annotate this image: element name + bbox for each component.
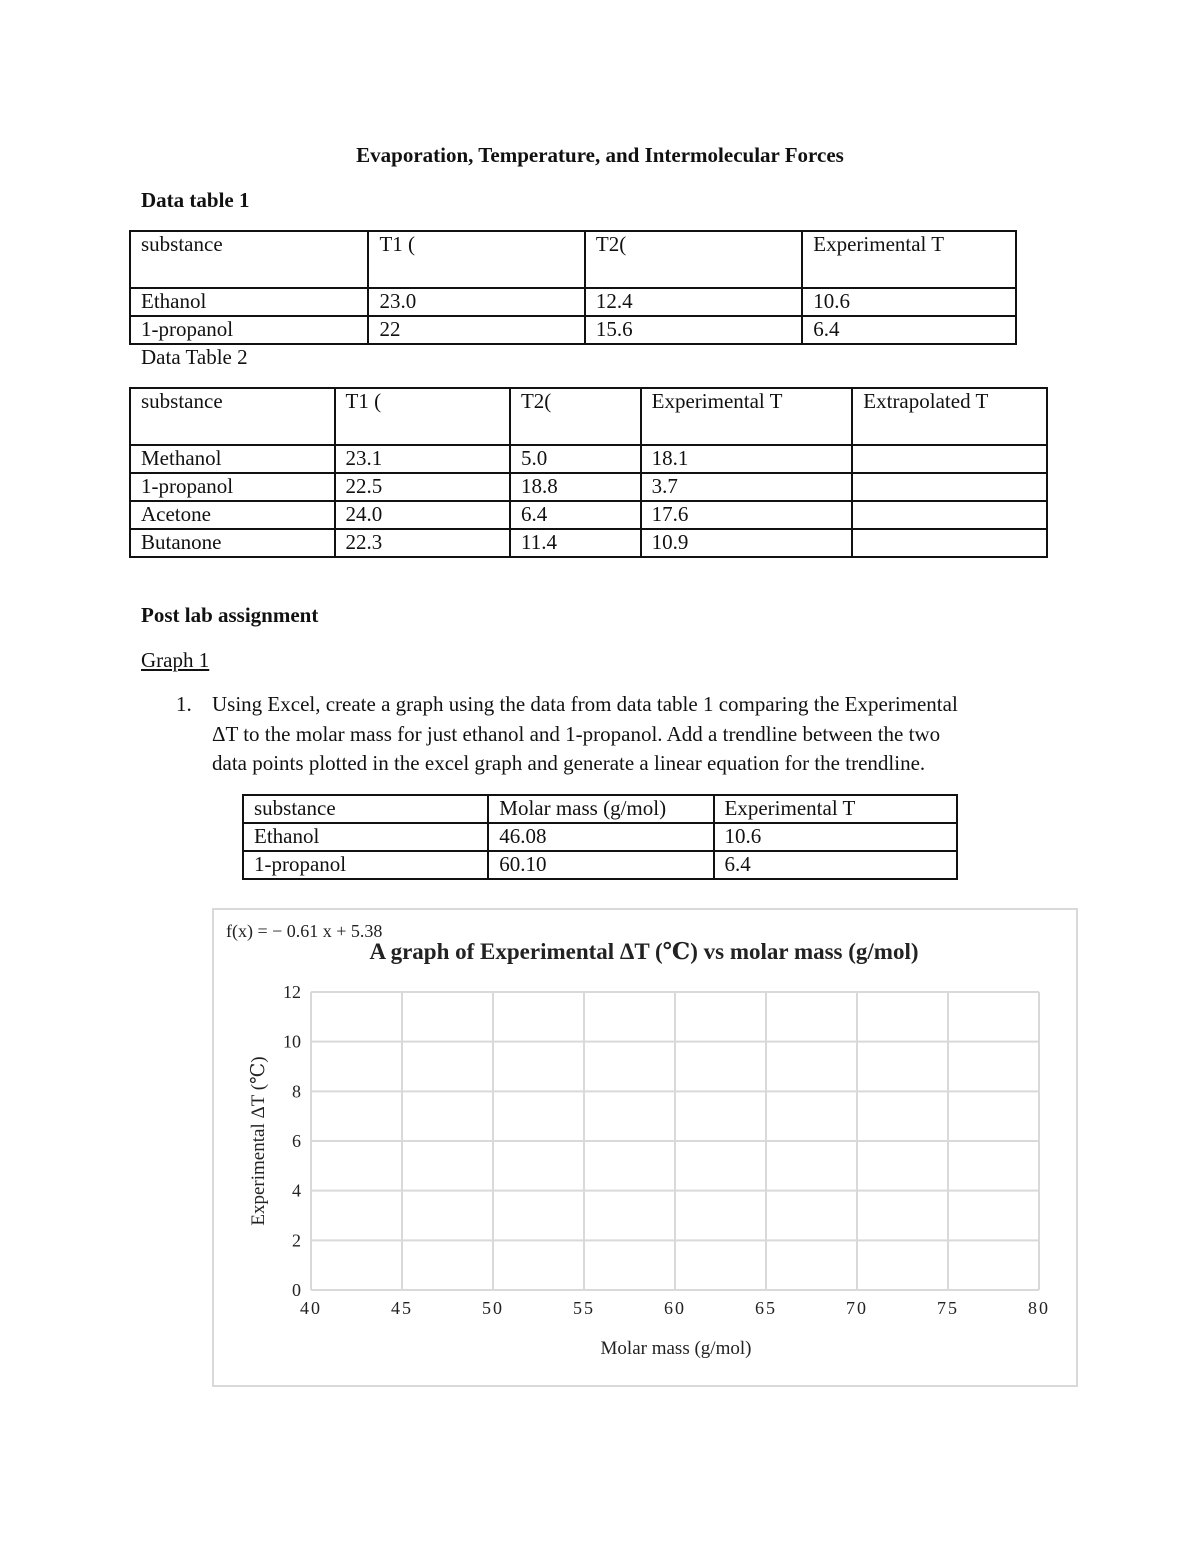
table2-cell: 18.8 xyxy=(510,473,641,501)
table1-header-cell: substance xyxy=(130,231,368,288)
table3-cell: 60.10 xyxy=(488,851,713,879)
table3-cell: 10.6 xyxy=(714,823,957,851)
table-row xyxy=(130,473,1047,501)
chart-svg xyxy=(214,910,1076,1385)
x-axis-label: Molar mass (g/mol) xyxy=(600,1338,752,1359)
table-row xyxy=(130,501,1047,529)
table3-header-cell: Experimental T xyxy=(714,795,957,823)
table-row xyxy=(243,823,957,851)
table3-cell: 46.08 xyxy=(488,823,713,851)
table-row xyxy=(130,445,1047,473)
table-row xyxy=(130,529,1047,557)
question-number: 1. xyxy=(176,692,192,716)
tick-layer xyxy=(283,982,1050,1318)
table2-cell: 17.6 xyxy=(641,501,853,529)
table2-cell: Butanone xyxy=(130,529,335,557)
table2-header-cell: Extrapolated T xyxy=(852,388,1047,445)
y-tick-label: 2 xyxy=(292,1230,301,1251)
table2-header-cell: substance xyxy=(130,388,335,445)
y-tick-label: 10 xyxy=(283,1031,301,1052)
x-tick-label: 40 xyxy=(300,1298,322,1318)
y-axis-label: Experimental ΔT (℃) xyxy=(248,1056,269,1226)
grid-layer xyxy=(311,992,1039,1290)
question-line: Using Excel, create a graph using the data from data table 1 comparing the Experimental xyxy=(212,692,958,716)
x-tick-label: 75 xyxy=(937,1298,959,1318)
table2-cell: 3.7 xyxy=(641,473,853,501)
table-row xyxy=(243,851,957,879)
molar-mass-table xyxy=(242,794,958,880)
table2-cell: 11.4 xyxy=(510,529,641,557)
table3-header-cell: substance xyxy=(243,795,488,823)
question-text xyxy=(212,690,1062,779)
table2-header-cell: T1 ( xyxy=(335,388,510,445)
table2-cell xyxy=(852,529,1047,557)
y-tick-label: 0 xyxy=(292,1280,301,1300)
x-tick-label: 55 xyxy=(573,1298,595,1318)
table1-cell: 1-propanol xyxy=(130,316,368,344)
table1-cell: 6.4 xyxy=(802,316,1016,344)
post-lab-heading: Post lab assignment xyxy=(141,603,319,627)
table2-cell: 23.1 xyxy=(335,445,510,473)
chart-title: A graph of Experimental ΔT (℃) vs molar mass (g/mol) xyxy=(369,939,919,964)
table3-cell: Ethanol xyxy=(243,823,488,851)
table1-header-cell: T1 ( xyxy=(368,231,584,288)
trendline-equation: f(x) = − 0.61 x + 5.38 xyxy=(226,921,383,941)
table2-cell xyxy=(852,473,1047,501)
table2-cell: 5.0 xyxy=(510,445,641,473)
table2-heading: Data Table 2 xyxy=(141,345,248,369)
table2-cell: 22.5 xyxy=(335,473,510,501)
table2-cell: 1-propanol xyxy=(130,473,335,501)
x-tick-label: 45 xyxy=(391,1298,413,1318)
table1-cell: 23.0 xyxy=(368,288,584,316)
table1-header-cell: T2( xyxy=(585,231,802,288)
x-tick-label: 70 xyxy=(846,1298,868,1318)
table1-cell: 12.4 xyxy=(585,288,802,316)
table1-heading: Data table 1 xyxy=(141,188,250,212)
table2-header-cell: Experimental T xyxy=(641,388,853,445)
chart-frame xyxy=(212,908,1078,1387)
x-tick-label: 50 xyxy=(482,1298,504,1318)
data-table-1 xyxy=(129,230,1017,345)
table2-cell: 10.9 xyxy=(641,529,853,557)
table-row xyxy=(130,288,1016,316)
table1-cell: 22 xyxy=(368,316,584,344)
table2-cell: 18.1 xyxy=(641,445,853,473)
table1-cell: 10.6 xyxy=(802,288,1016,316)
table1-cell: 15.6 xyxy=(585,316,802,344)
table1-header-cell: Experimental T xyxy=(802,231,1016,288)
table2-header-cell: T2( xyxy=(510,388,641,445)
x-tick-label: 65 xyxy=(755,1298,777,1318)
table2-cell xyxy=(852,501,1047,529)
document-title: Evaporation, Temperature, and Intermolecular Forces xyxy=(356,143,844,167)
y-tick-label: 8 xyxy=(292,1081,301,1102)
table2-cell xyxy=(852,445,1047,473)
table3-header-cell: Molar mass (g/mol) xyxy=(488,795,713,823)
y-tick-label: 6 xyxy=(292,1131,301,1151)
table2-cell: 6.4 xyxy=(510,501,641,529)
question-line: data points plotted in the excel graph and generate a linear equation for the trendline. xyxy=(212,751,926,775)
table2-cell: Acetone xyxy=(130,501,335,529)
x-tick-label: 60 xyxy=(664,1298,686,1318)
table1-cell: Ethanol xyxy=(130,288,368,316)
question-line: ΔT to the molar mass for just ethanol and 1-propanol. Add a trendline between the two xyxy=(212,721,941,746)
graph-subheading: Graph 1 xyxy=(141,648,210,672)
y-tick-label: 4 xyxy=(292,1180,301,1201)
table3-cell: 6.4 xyxy=(714,851,957,879)
y-tick-label: 12 xyxy=(283,982,301,1002)
table3-cell: 1-propanol xyxy=(243,851,488,879)
data-table-2 xyxy=(129,387,1048,558)
x-tick-label: 80 xyxy=(1028,1298,1050,1318)
table2-cell: 22.3 xyxy=(335,529,510,557)
table2-cell: 24.0 xyxy=(335,501,510,529)
table2-cell: Methanol xyxy=(130,445,335,473)
table-row xyxy=(130,316,1016,344)
